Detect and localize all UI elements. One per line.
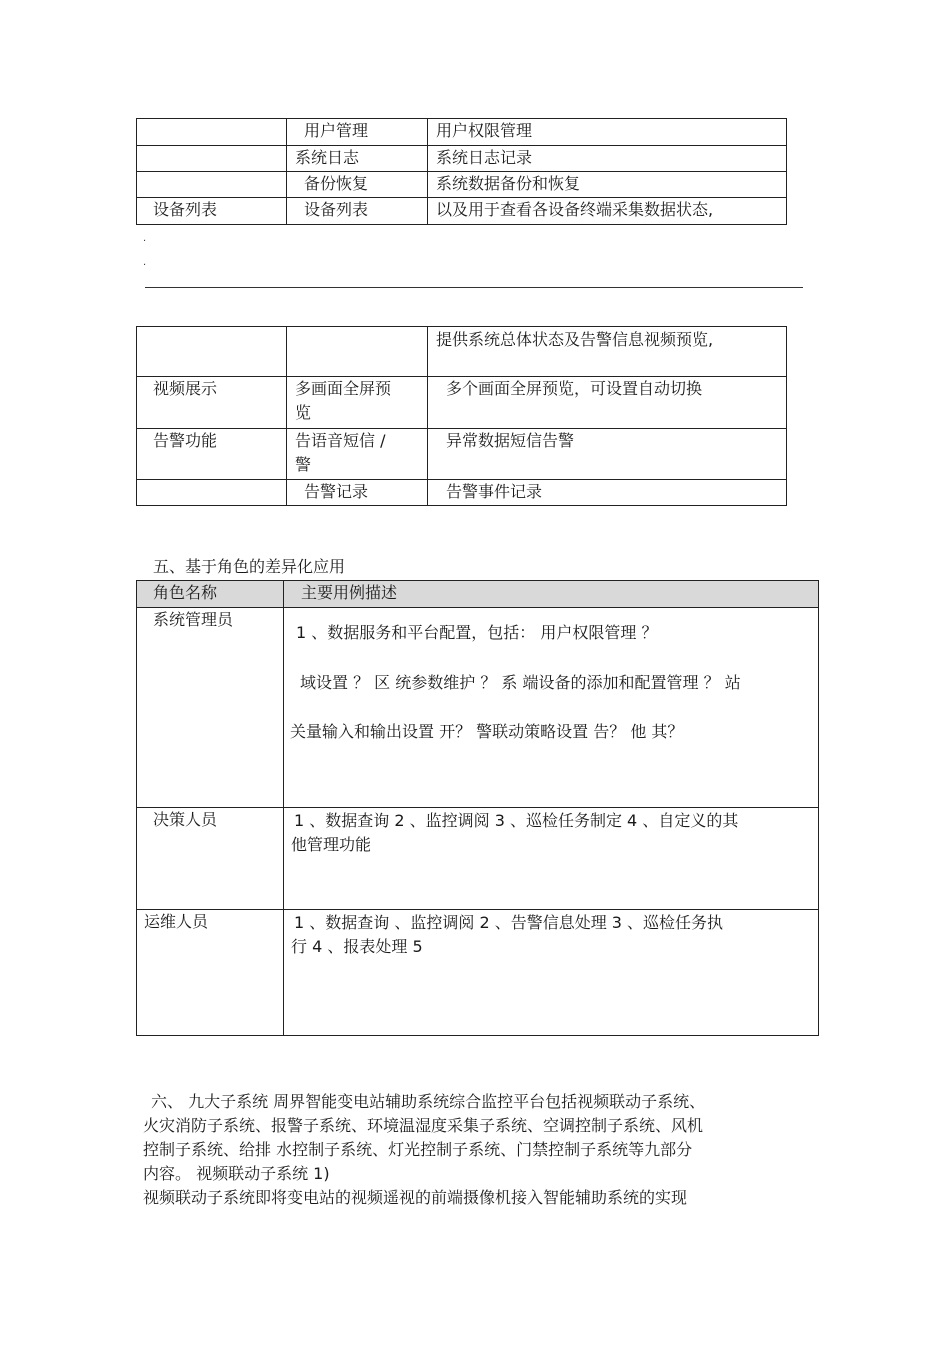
table-cell: 用户管理	[287, 119, 428, 146]
role-description	[284, 808, 819, 910]
role-description	[284, 910, 819, 1036]
description-line: 行 4 、报表处理 5	[291, 937, 423, 956]
table-cell: 异常数据短信告警	[428, 429, 787, 480]
page-dot: .	[143, 257, 147, 268]
table-cell: 系统日志	[287, 146, 428, 172]
role-name: 运维人员	[137, 910, 284, 1036]
table-cell: 多画面全屏预览	[287, 377, 428, 429]
table-cell	[137, 327, 287, 377]
table-cell: 系统数据备份和恢复	[428, 172, 787, 198]
table-row	[137, 608, 819, 808]
table-cell	[137, 480, 287, 506]
function-table-2	[136, 326, 787, 506]
table-row	[137, 480, 787, 506]
table-cell	[287, 327, 428, 377]
table-cell: 提供系统总体状态及告警信息视频预览,	[428, 327, 787, 377]
table-row	[137, 119, 787, 146]
table-row	[137, 808, 819, 910]
description-line: 关量输入和输出设置 开？ 警联动策略设置 告？ 他 其？	[290, 722, 684, 741]
section-title: 五、基于角色的差异化应用	[153, 557, 346, 576]
paragraph-line: 内容。 视频联动子系统 1)	[143, 1164, 330, 1183]
paragraph-line: 火灾消防子系统、报警子系统、环境温湿度采集子系统、空调控制子系统、风机	[143, 1116, 704, 1135]
table-cell: 设备列表	[287, 198, 428, 225]
table-row	[137, 146, 787, 172]
table-row	[137, 172, 787, 198]
table-cell: 用户权限管理	[428, 119, 787, 146]
header-cell: 主要用例描述	[284, 581, 819, 608]
description-line: 域设置 ？ 区 统参数维护 ？ 系 端设备的添加和配置管理 ？ 站	[300, 673, 741, 692]
table-cell: 告警功能	[137, 429, 287, 480]
role-name: 决策人员	[137, 808, 284, 910]
page-divider	[145, 287, 803, 288]
paragraph-line: 控制子系统、给排 水控制子系统、灯光控制子系统、门禁控制子系统等九部分	[143, 1140, 693, 1159]
table-cell: 告警事件记录	[428, 480, 787, 506]
table-row	[137, 198, 787, 225]
table-cell: 告语音短信 / 警	[287, 429, 428, 480]
table-cell: 系统日志记录	[428, 146, 787, 172]
table-cell: 设备列表	[137, 198, 287, 225]
table-row	[137, 327, 787, 377]
table-cell: 视频展示	[137, 377, 287, 429]
description-line: 他管理功能	[291, 835, 372, 854]
table-cell	[137, 172, 287, 198]
role-name: 系统管理员	[137, 608, 284, 808]
paragraph-line: 六、 九大子系统 周界智能变电站辅助系统综合监控平台包括视频联动子系统、	[151, 1092, 706, 1111]
table-cell	[137, 146, 287, 172]
function-table-1	[136, 118, 787, 225]
table-cell: 以及用于查看各设备终端采集数据状态,	[428, 198, 787, 225]
description-line: 1 、数据查询 、监控调阅 2 、告警信息处理 3 、巡检任务执	[294, 913, 724, 932]
table-cell: 告警记录	[287, 480, 428, 506]
page-dot: .	[143, 233, 147, 244]
table-cell: 备份恢复	[287, 172, 428, 198]
table-row	[137, 377, 787, 429]
role-table	[136, 580, 819, 1036]
table-row	[137, 429, 787, 480]
role-description	[284, 608, 819, 808]
table-header-row	[137, 581, 819, 608]
description-line: 1 、数据服务和平台配置，包括： 用户权限管理 ？	[296, 623, 658, 642]
table-cell	[137, 119, 287, 146]
table-row	[137, 910, 819, 1036]
table-cell: 多个画面全屏预览，可设置自动切换	[428, 377, 787, 429]
header-cell: 角色名称	[137, 581, 284, 608]
paragraph-line: 视频联动子系统即将变电站的视频遥视的前端摄像机接入智能辅助系统的实现	[143, 1188, 688, 1207]
description-line: 1 、数据查询 2 、监控调阅 3 、巡检任务制定 4 、自定义的其	[294, 811, 739, 830]
